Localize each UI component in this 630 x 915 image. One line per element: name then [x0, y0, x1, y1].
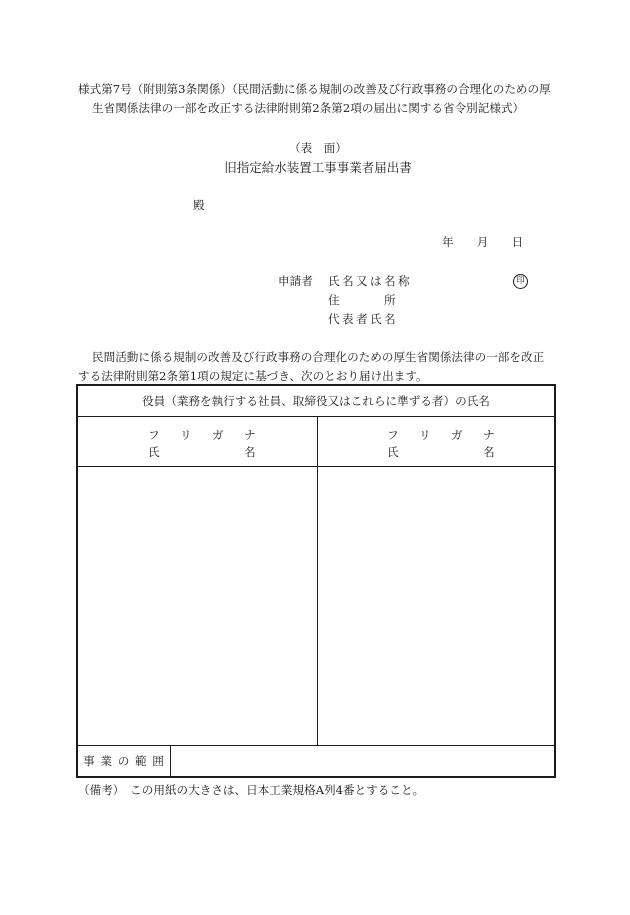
addressee-honorific: 殿: [193, 198, 205, 212]
column-right-furigana-label: フ リ ガ ナ: [387, 428, 499, 442]
side-label: （表 面）: [289, 141, 347, 155]
declaration-line-1: 民間活動に係る規制の改善及び行政事務の合理化のための厚生省関係法律の一部を改正: [92, 350, 545, 364]
column-left-furigana-label: フ リ ガ ナ: [148, 428, 260, 442]
declaration-line-2: する法律附則第2条第1項の規定に基づき、次のとおり届け出ます。: [78, 369, 428, 383]
business-scope-label: 事 業 の 範 囲: [83, 754, 165, 768]
date-line: 年 月 日: [442, 235, 524, 249]
remarks-note: （備考） この用紙の大きさは、日本工業規格A列4番とすること。: [78, 783, 425, 797]
form-title: 旧指定給水装置工事事業者届出書: [224, 160, 412, 175]
seal-icon: 印: [513, 274, 528, 289]
column-right-name-label: 氏 名: [387, 445, 503, 459]
officers-table: [76, 384, 556, 778]
officer-entry-area-right: [318, 467, 554, 745]
applicant-address-label: 住 所: [328, 293, 398, 307]
officer-entry-area-left: [78, 467, 317, 745]
business-scope-value-area: [171, 746, 554, 776]
representative-name-label: 代表者氏名: [328, 312, 398, 326]
form-reference-line-1: 様式第7号（附則第3条関係）（民間活動に係る規制の改善及び行政事務の合理化のための厚: [78, 82, 551, 96]
table-rule-horizontal: [78, 416, 554, 417]
applicant-label: 申請者: [278, 274, 313, 288]
column-left-name-label: 氏 名: [148, 445, 264, 459]
officers-table-header: 役員（業務を執行する社員、取締役又はこれらに準ずる者）の氏名: [142, 394, 490, 408]
form-reference-line-2: 生省関係法律の一部を改正する法律附則第2条第2項の届出に関する省令別記様式）: [92, 101, 525, 115]
applicant-name-label: 氏名又は名称: [328, 274, 412, 288]
